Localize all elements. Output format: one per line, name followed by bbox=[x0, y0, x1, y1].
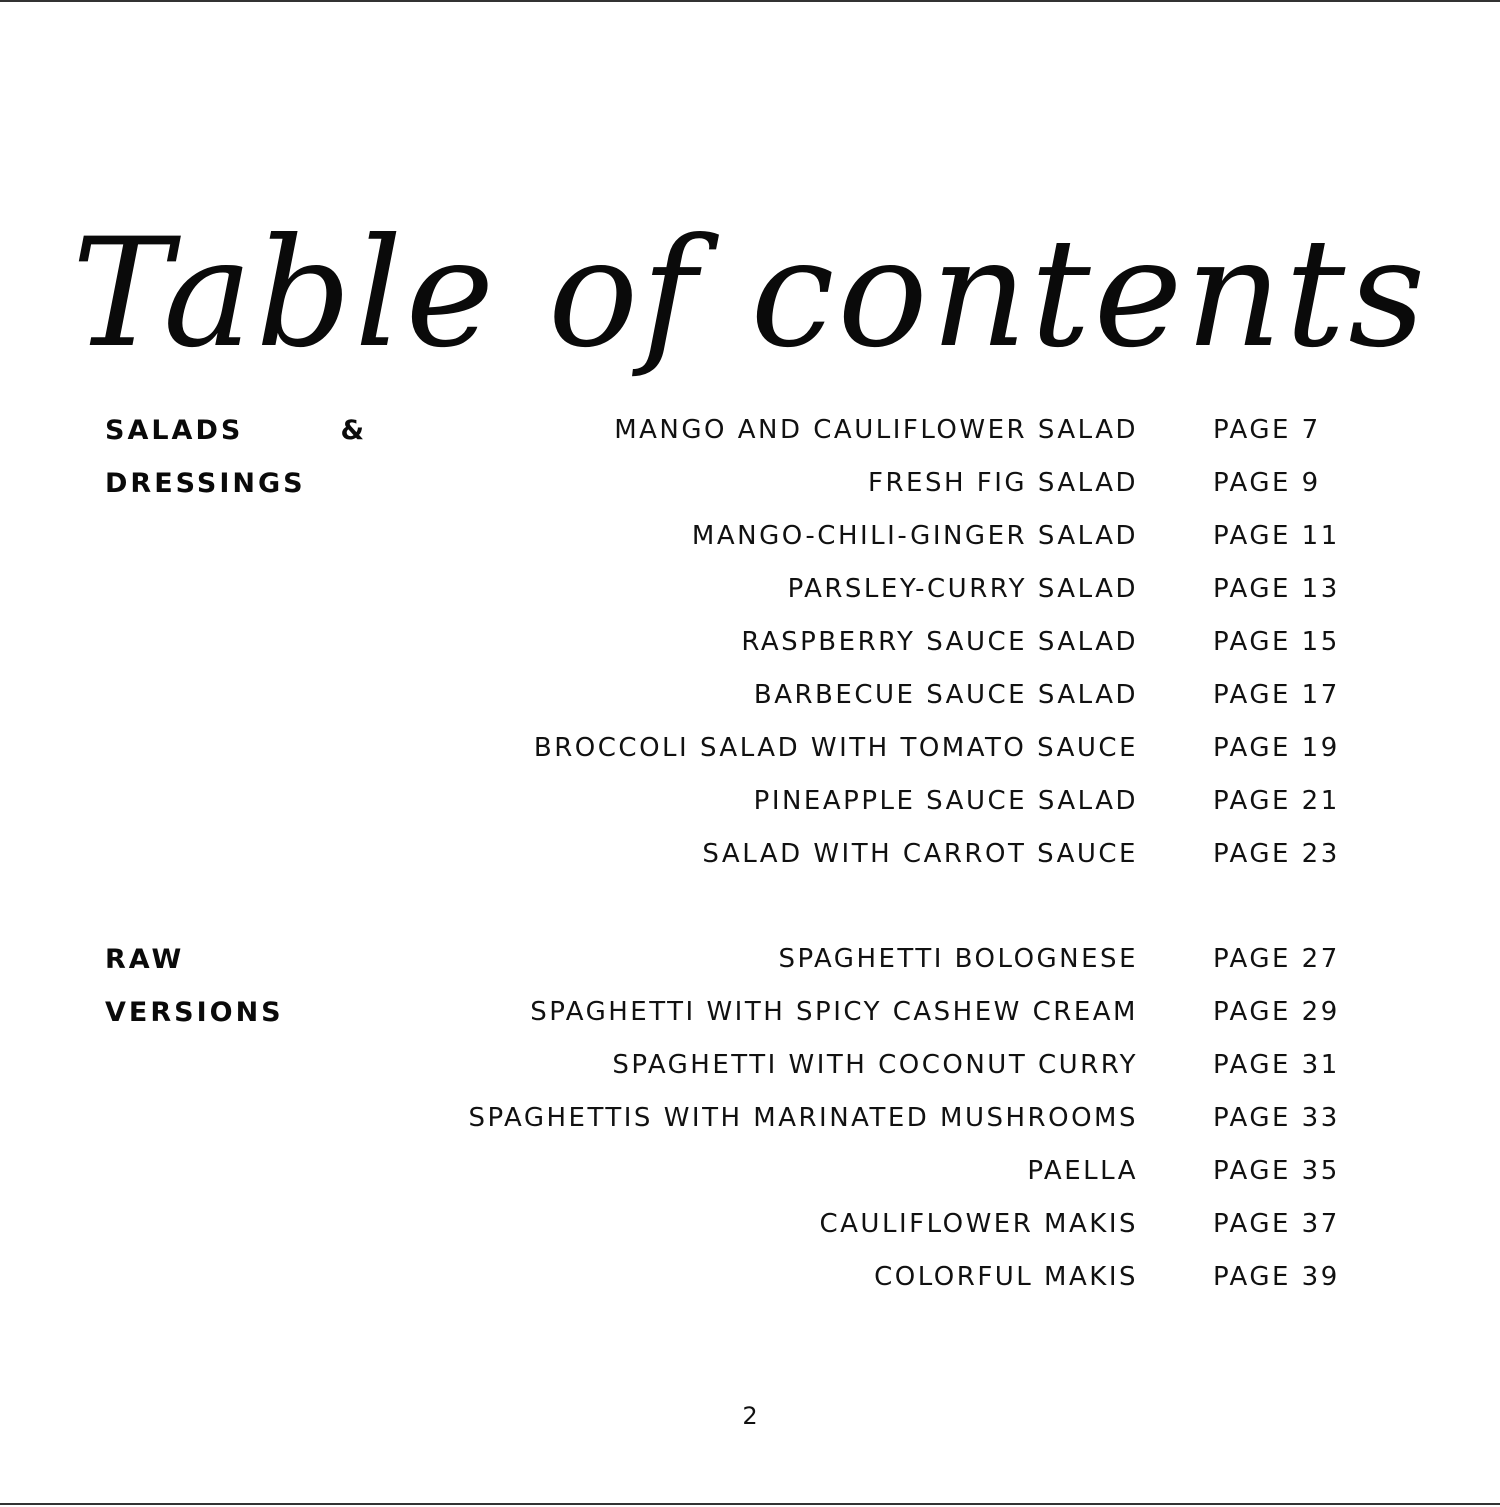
toc-entry[interactable] bbox=[0, 1251, 1500, 1304]
toc-entry[interactable] bbox=[0, 563, 1500, 616]
entry-page: PAGE 19 bbox=[1213, 733, 1340, 763]
section-heading: RAW VERSIONS bbox=[105, 944, 284, 1028]
entry-title: BARBECUE SAUCE SALAD bbox=[753, 680, 1138, 710]
entry-title: SPAGHETTI BOLOGNESE bbox=[778, 944, 1138, 974]
entry-title: MANGO-CHILI-GINGER SALAD bbox=[691, 521, 1138, 551]
entry-page: PAGE 17 bbox=[1213, 680, 1340, 710]
toc-entry[interactable] bbox=[0, 986, 1500, 1039]
toc-entry[interactable] bbox=[0, 404, 1500, 457]
toc-entry[interactable] bbox=[0, 457, 1500, 510]
toc-entry[interactable] bbox=[0, 616, 1500, 669]
section-heading: SALADS & DRESSINGS bbox=[105, 415, 367, 499]
toc-entry[interactable] bbox=[0, 1092, 1500, 1145]
entry-title: SPAGHETTI WITH COCONUT CURRY bbox=[612, 1050, 1138, 1080]
entry-page: PAGE 7 bbox=[1213, 415, 1321, 445]
entry-title: PINEAPPLE SAUCE SALAD bbox=[753, 786, 1138, 816]
entry-page: PAGE 27 bbox=[1213, 944, 1340, 974]
entry-title: SPAGHETTI WITH SPICY CASHEW CREAM bbox=[530, 997, 1138, 1027]
entry-page: PAGE 21 bbox=[1213, 786, 1340, 816]
entry-title: COLORFUL MAKIS bbox=[874, 1262, 1138, 1292]
toc-entry[interactable] bbox=[0, 828, 1500, 881]
toc-entry[interactable] bbox=[0, 669, 1500, 722]
entry-title: MANGO AND CAULIFLOWER SALAD bbox=[614, 415, 1138, 445]
entry-page: PAGE 23 bbox=[1213, 839, 1340, 869]
page-title: Table of contents bbox=[71, 206, 1429, 381]
entry-page: PAGE 15 bbox=[1213, 627, 1340, 657]
entry-page: PAGE 31 bbox=[1213, 1050, 1340, 1080]
top-border-line bbox=[0, 0, 1500, 2]
entry-title: PARSLEY-CURRY SALAD bbox=[787, 574, 1138, 604]
entry-page: PAGE 39 bbox=[1213, 1262, 1340, 1292]
entry-title: FRESH FIG SALAD bbox=[868, 468, 1138, 498]
entry-page: PAGE 13 bbox=[1213, 574, 1340, 604]
entry-page: PAGE 29 bbox=[1213, 997, 1340, 1027]
toc-entry[interactable] bbox=[0, 722, 1500, 775]
entry-page: PAGE 37 bbox=[1213, 1209, 1340, 1239]
entry-page: PAGE 11 bbox=[1213, 521, 1340, 551]
entry-page: PAGE 35 bbox=[1213, 1156, 1340, 1186]
toc-entry[interactable] bbox=[0, 775, 1500, 828]
toc-entry[interactable] bbox=[0, 933, 1500, 986]
entry-title: PAELLA bbox=[1027, 1156, 1138, 1186]
toc-entry[interactable] bbox=[0, 1039, 1500, 1092]
entry-title: CAULIFLOWER MAKIS bbox=[819, 1209, 1138, 1239]
bottom-border-line bbox=[0, 1503, 1500, 1505]
entry-page: PAGE 9 bbox=[1213, 468, 1321, 498]
entry-title: BROCCOLI SALAD WITH TOMATO SAUCE bbox=[533, 733, 1138, 763]
entry-title: SALAD WITH CARROT SAUCE bbox=[702, 839, 1138, 869]
page-number: 2 bbox=[742, 1402, 758, 1430]
toc-entry[interactable] bbox=[0, 510, 1500, 563]
entry-page: PAGE 33 bbox=[1213, 1103, 1340, 1133]
entry-title: RASPBERRY SAUCE SALAD bbox=[741, 627, 1138, 657]
toc-entry[interactable] bbox=[0, 1145, 1500, 1198]
entry-title: SPAGHETTIS WITH MARINATED MUSHROOMS bbox=[468, 1103, 1138, 1133]
toc-entry[interactable] bbox=[0, 1198, 1500, 1251]
